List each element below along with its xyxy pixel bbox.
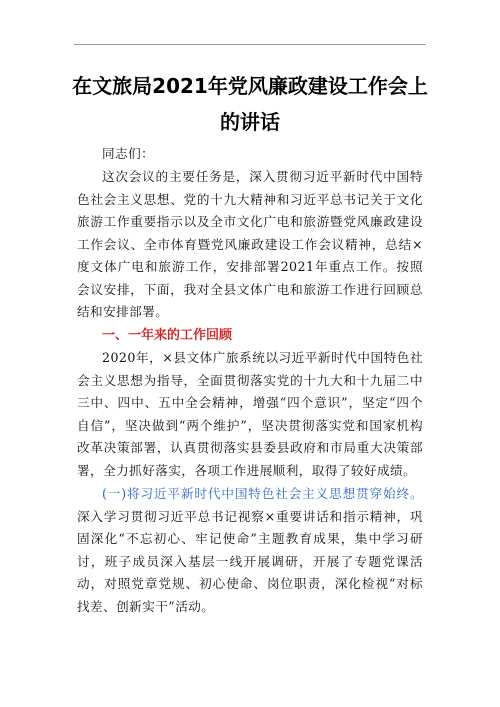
paragraph-intro: 这次会议的主要任务是，深入贯彻习近平新时代中国特色社会主义思想、党的十九大精神和习近平总书记关于文化旅游工作重要指示以及全市文化广电和旅游暨党风廉政建设工作会议、全市体育暨党风廉政建设工作会议精神，总结×度文体广电和旅游工作，安排部署2021年重点工作。按照会议安排，下面，我对全县文体广电和旅游工作进行回顾总结和安排部署。 <box>77 169 423 319</box>
subsection-heading: (一)将习近平新时代中国特色社会主义思想贯穿始终。 <box>102 486 423 501</box>
document-title: 在文旅局2021年党风廉政建设工作会上的讲话 <box>72 74 428 134</box>
header-rule <box>74 44 426 45</box>
paragraph-study <box>77 483 423 618</box>
salutation: 同志们： <box>102 146 155 161</box>
paragraph-study-text: 深入学习贯彻习近平总书记视察×重要讲话和指示精神，巩固深化“不忘初心、牢记使命”主题教育成果，集中学习研讨，班子成员深入基层一线开展调研，开展了专题党课活动，对照党章党规、初心使命、岗位职责，深化检视“对标找差、创新实干”活动。 <box>77 508 423 614</box>
paragraph-review: 2020年，×县文体广旅系统以习近平新时代中国特色社会主义思想为指导，全面贯彻落实党的十九大和十九届二中三中、四中、五中全会精神，增强“四个意识”，坚定“四个自信”，坚决做到“两个维护”，坚决贯彻落实党和国家机构改革决策部署，认真贯彻落实县委县政府和市局重大决策部署，全力抓好落实，各项工作进展顺利，取得了较好成绩。 <box>77 350 423 478</box>
section-heading: 一、一年来的工作回顾 <box>102 328 233 343</box>
